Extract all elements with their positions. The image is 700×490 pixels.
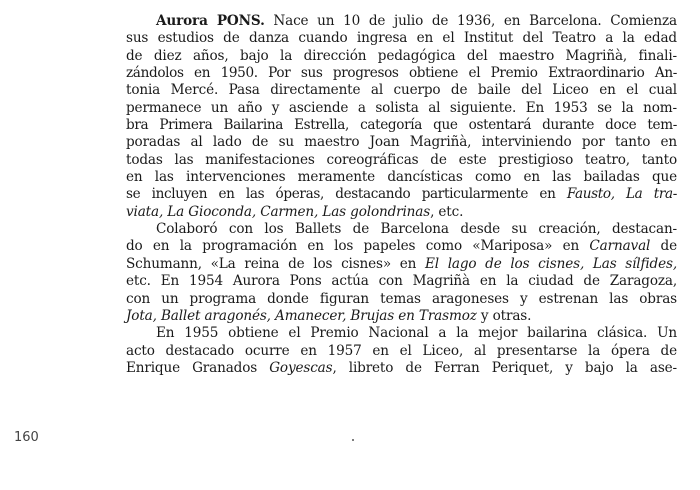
paragraph-2 xyxy=(126,221,677,325)
paragraph-1-line-8: poradas al lado de su maestro Joan Magriñà, interviniendo por tanto en xyxy=(126,134,677,151)
paragraph-1 xyxy=(126,13,677,221)
paragraph-1-line-12: viata, La Gioconda, Carmen, Las golondrinas, etc. xyxy=(126,203,464,220)
paragraph-3-line-1: En 1955 obtiene el Premio Nacional a la mejor bailarina clásica. Un xyxy=(156,325,677,342)
paragraph-1-line-1: Aurora PONS. Nace un 10 de julio de 1936, en Barcelona. Comienza xyxy=(156,13,677,29)
opera-titles-italic-2: La Gioconda, Carmen, Las golondrinas xyxy=(167,203,431,220)
paragraph-3 xyxy=(126,325,677,377)
paragraph-1-line-10: en las intervenciones meramente dancísticas como en las bailadas que xyxy=(126,169,677,186)
paragraph-3-line-3: Enrique Granados Goyescas, libreto de Ferran Periquet, y bajo la ase- xyxy=(126,359,677,376)
scan-speck xyxy=(352,439,354,441)
paragraph-1-line-4: zándolos en 1950. Por sus progresos obtiene el Premio Extraordinario An- xyxy=(126,65,677,82)
work-title-italic: Carnaval xyxy=(589,238,651,255)
paragraph-1-line-7: bra Primera Bailarina Estrella, categoría que ostentará durante doce tem- xyxy=(126,117,677,134)
paragraph-2-line-6: Jota, Ballet aragonés, Amanecer, Brujas en Trasmoz y otras. xyxy=(126,307,532,324)
paragraph-1-line-11: se incluyen en las óperas, destacando particularmente en Fausto, La tra- xyxy=(126,186,677,203)
paragraph-1-line-3: de diez años, bajo la dirección pedagógica del maestro Magriñà, finali- xyxy=(126,47,677,64)
opera-title-italic-goyescas: Goyescas xyxy=(269,359,333,376)
paragraph-2-line-4: etc. En 1954 Aurora Pons actúa con Magriñà en la ciudad de Zaragoza, xyxy=(126,273,677,290)
paragraph-1-line-9: todas las manifestaciones coreográficas de este prestigioso teatro, tanto xyxy=(126,151,677,168)
opera-titles-italic: Fausto, La tra- xyxy=(566,186,677,203)
paragraph-2-line-3: Schumann, «La reina de los cisnes» en El lago de los cisnes, Las sílfides, xyxy=(126,255,677,272)
paragraph-2-line-5: con un programa donde figuran temas aragoneses y estrenan las obras xyxy=(126,290,677,307)
biography-name: Aurora PONS. xyxy=(156,13,265,29)
work-titles-italic-3: Jota, Ballet aragonés, Amanecer, Brujas en Trasmoz xyxy=(126,307,477,324)
paragraph-1-line-6: permanece un año y asciende a solista al siguiente. En 1953 se la nom- xyxy=(126,99,677,116)
work-title-italic-2: El lago de los cisnes, Las sílfides, xyxy=(425,255,677,272)
page-number: 160 xyxy=(14,430,39,445)
article-body xyxy=(126,13,677,377)
paragraph-2-line-2: do en la programación en los papeles como «Mariposa» en Carnaval de xyxy=(126,238,677,255)
paragraph-1-line-5: tonia Mercé. Pasa directamente al cuerpo de baile del Liceo en el cual xyxy=(126,82,677,99)
paragraph-3-line-2: acto destacado ocurre en 1957 en el Liceo, al presentarse la ópera de xyxy=(126,342,677,359)
paragraph-1-line-2: sus estudios de danza cuando ingresa en el Institut del Teatro a la edad xyxy=(126,30,677,47)
paragraph-2-line-1: Colaboró con los Ballets de Barcelona desde su creación, destacan- xyxy=(156,221,677,238)
